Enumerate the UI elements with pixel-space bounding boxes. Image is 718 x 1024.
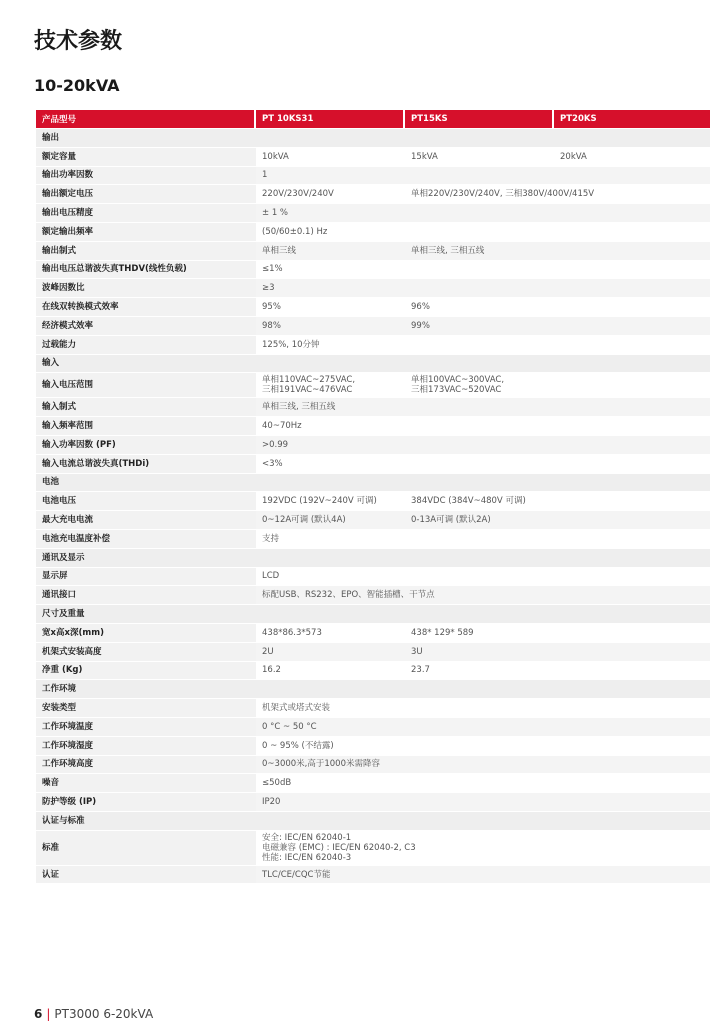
section-row bbox=[36, 355, 710, 373]
table-row bbox=[36, 699, 710, 717]
row-value: ≤1% bbox=[256, 261, 710, 279]
value-line: 单相110VAC~275VAC, bbox=[262, 375, 356, 386]
row-value: 机架式或塔式安装 bbox=[256, 699, 710, 717]
table-row bbox=[36, 223, 710, 241]
row-label: 电池电压 bbox=[36, 492, 256, 510]
row-value: 99% bbox=[405, 317, 710, 335]
row-value: >0.99 bbox=[256, 436, 710, 454]
table-row bbox=[36, 756, 710, 774]
row-label: 工作环境温度 bbox=[36, 718, 256, 736]
section-label: 输出 bbox=[36, 129, 710, 147]
table-body bbox=[36, 129, 710, 883]
table-row bbox=[36, 511, 710, 529]
table-row bbox=[36, 204, 710, 222]
table-header-row bbox=[36, 110, 710, 128]
row-value: 438*86.3*573 bbox=[256, 624, 405, 642]
table-row bbox=[36, 831, 710, 865]
row-value: 1 bbox=[256, 167, 710, 185]
row-value: ± 1 % bbox=[256, 204, 710, 222]
row-value: 单相220V/230V/240V, 三相380V/400V/415V bbox=[405, 185, 710, 203]
row-value: 2U bbox=[256, 643, 405, 661]
header-cell-pt10ks31: PT 10KS31 bbox=[256, 110, 405, 128]
row-value: LCD bbox=[256, 568, 710, 586]
row-label: 输出电压总谐波失真THDV(线性负载) bbox=[36, 261, 256, 279]
row-label: 输入功率因数 (PF) bbox=[36, 436, 256, 454]
table-row bbox=[36, 185, 710, 203]
row-value: 单相三线, 三相五线 bbox=[256, 398, 710, 416]
row-value bbox=[256, 373, 405, 397]
row-label: 输入电压范围 bbox=[36, 373, 256, 397]
row-label: 安装类型 bbox=[36, 699, 256, 717]
row-value: 单相三线, 三相五线 bbox=[405, 242, 710, 260]
row-value: (50/60±0.1) Hz bbox=[256, 223, 710, 241]
row-value: 15kVA bbox=[405, 148, 554, 166]
table-row bbox=[36, 492, 710, 510]
value-line: 安全: IEC/EN 62040-1 bbox=[262, 832, 352, 843]
row-label: 工作环境湿度 bbox=[36, 737, 256, 755]
table-row bbox=[36, 737, 710, 755]
row-label: 净重 (Kg) bbox=[36, 662, 256, 680]
row-value: 3U bbox=[405, 643, 710, 661]
section-label: 通讯及显示 bbox=[36, 549, 710, 567]
row-label: 输入频率范围 bbox=[36, 417, 256, 435]
row-label: 工作环境高度 bbox=[36, 756, 256, 774]
row-label: 过载能力 bbox=[36, 336, 256, 354]
row-value: 0 ~ 95% (不结露) bbox=[256, 737, 710, 755]
row-label: 输入制式 bbox=[36, 398, 256, 416]
spec-table bbox=[36, 109, 710, 884]
table-row bbox=[36, 866, 710, 884]
row-value: 95% bbox=[256, 298, 405, 316]
row-value: <3% bbox=[256, 455, 710, 473]
table-row bbox=[36, 167, 710, 185]
table-row bbox=[36, 774, 710, 792]
value-line: 三相191VAC~476VAC bbox=[262, 385, 353, 396]
row-label: 显示屏 bbox=[36, 568, 256, 586]
row-label: 输出额定电压 bbox=[36, 185, 256, 203]
header-cell-pt15ks: PT15KS bbox=[405, 110, 554, 128]
section-row bbox=[36, 549, 710, 567]
row-value: 125%, 10分钟 bbox=[256, 336, 710, 354]
section-label: 认证与标准 bbox=[36, 812, 710, 830]
table-row bbox=[36, 586, 710, 604]
row-label: 标准 bbox=[36, 831, 256, 865]
section-row bbox=[36, 680, 710, 698]
row-value: 0-13A可调 (默认2A) bbox=[405, 511, 710, 529]
row-value bbox=[405, 373, 710, 397]
row-value: 384VDC (384V~480V 可调) bbox=[405, 492, 710, 510]
table-row bbox=[36, 279, 710, 297]
row-value: 0 °C ~ 50 °C bbox=[256, 718, 710, 736]
table-row bbox=[36, 261, 710, 279]
row-label: 机架式安装高度 bbox=[36, 643, 256, 661]
table-row bbox=[36, 624, 710, 642]
table-row bbox=[36, 455, 710, 473]
row-value: 10kVA bbox=[256, 148, 405, 166]
row-label: 电池充电温度补偿 bbox=[36, 530, 256, 548]
row-value: IP20 bbox=[256, 793, 710, 811]
row-value: 192VDC (192V~240V 可调) bbox=[256, 492, 405, 510]
row-value: 438* 129* 589 bbox=[405, 624, 710, 642]
table-row bbox=[36, 298, 710, 316]
row-label: 输出电压精度 bbox=[36, 204, 256, 222]
row-value: 16.2 bbox=[256, 662, 405, 680]
section-row bbox=[36, 129, 710, 147]
section-label: 电池 bbox=[36, 474, 710, 492]
row-value: 单相三线 bbox=[256, 242, 405, 260]
row-value: 0~3000米,高于1000米需降容 bbox=[256, 756, 710, 774]
row-label: 输出功率因数 bbox=[36, 167, 256, 185]
table-row bbox=[36, 530, 710, 548]
page-footer bbox=[34, 1007, 153, 1021]
table-row bbox=[36, 417, 710, 435]
row-label: 波峰因数比 bbox=[36, 279, 256, 297]
table-row bbox=[36, 242, 710, 260]
table-row bbox=[36, 148, 710, 166]
table-row bbox=[36, 373, 710, 397]
row-value: 40~70Hz bbox=[256, 417, 710, 435]
table-row bbox=[36, 793, 710, 811]
section-row bbox=[36, 474, 710, 492]
table-row bbox=[36, 317, 710, 335]
section-label: 工作环境 bbox=[36, 680, 710, 698]
row-label: 宽x高x深(mm) bbox=[36, 624, 256, 642]
row-label: 经济模式效率 bbox=[36, 317, 256, 335]
page-number: 6 bbox=[34, 1007, 43, 1021]
row-label: 防护等级 (IP) bbox=[36, 793, 256, 811]
section-subtitle: 10-20kVA bbox=[34, 76, 120, 95]
row-value: 20kVA bbox=[554, 148, 710, 166]
value-line: 电磁兼容 (EMC) : IEC/EN 62040-2, C3 bbox=[262, 842, 416, 853]
page-title: 技术参数 bbox=[34, 29, 123, 54]
row-value: ≥3 bbox=[256, 279, 710, 297]
footer-document-name: PT3000 6-20kVA bbox=[54, 1007, 154, 1021]
row-label: 额定输出频率 bbox=[36, 223, 256, 241]
value-line: 单相100VAC~300VAC, bbox=[411, 375, 505, 386]
row-value: TLC/CE/CQC节能 bbox=[256, 866, 710, 884]
row-value: 标配USB、RS232、EPO、智能插槽、干节点 bbox=[256, 586, 710, 604]
row-label: 最大充电电流 bbox=[36, 511, 256, 529]
row-value: 23.7 bbox=[405, 662, 710, 680]
row-value: 0~12A可调 (默认4A) bbox=[256, 511, 405, 529]
row-value: 96% bbox=[405, 298, 710, 316]
row-value: 220V/230V/240V bbox=[256, 185, 405, 203]
row-label: 认证 bbox=[36, 866, 256, 884]
table-row bbox=[36, 643, 710, 661]
row-label: 输入电流总谐波失真(THDi) bbox=[36, 455, 256, 473]
table-row bbox=[36, 398, 710, 416]
footer-separator: | bbox=[46, 1007, 51, 1021]
row-label: 噪音 bbox=[36, 774, 256, 792]
section-label: 尺寸及重量 bbox=[36, 605, 710, 623]
table-row bbox=[36, 568, 710, 586]
header-cell-model: 产品型号 bbox=[36, 110, 256, 128]
row-value: 98% bbox=[256, 317, 405, 335]
table-row bbox=[36, 336, 710, 354]
value-line: 性能: IEC/EN 62040-3 bbox=[262, 852, 352, 863]
section-row bbox=[36, 605, 710, 623]
table-row bbox=[36, 436, 710, 454]
row-value bbox=[256, 831, 710, 865]
section-row bbox=[36, 812, 710, 830]
row-label: 在线双转换模式效率 bbox=[36, 298, 256, 316]
table-row bbox=[36, 662, 710, 680]
row-label: 额定容量 bbox=[36, 148, 256, 166]
header-cell-pt20ks: PT20KS bbox=[554, 110, 710, 128]
table-row bbox=[36, 718, 710, 736]
row-value: 支持 bbox=[256, 530, 710, 548]
section-label: 输入 bbox=[36, 355, 710, 373]
row-label: 输出制式 bbox=[36, 242, 256, 260]
value-line: 三相173VAC~520VAC bbox=[411, 385, 502, 396]
row-label: 通讯接口 bbox=[36, 586, 256, 604]
row-value: ≤50dB bbox=[256, 774, 710, 792]
